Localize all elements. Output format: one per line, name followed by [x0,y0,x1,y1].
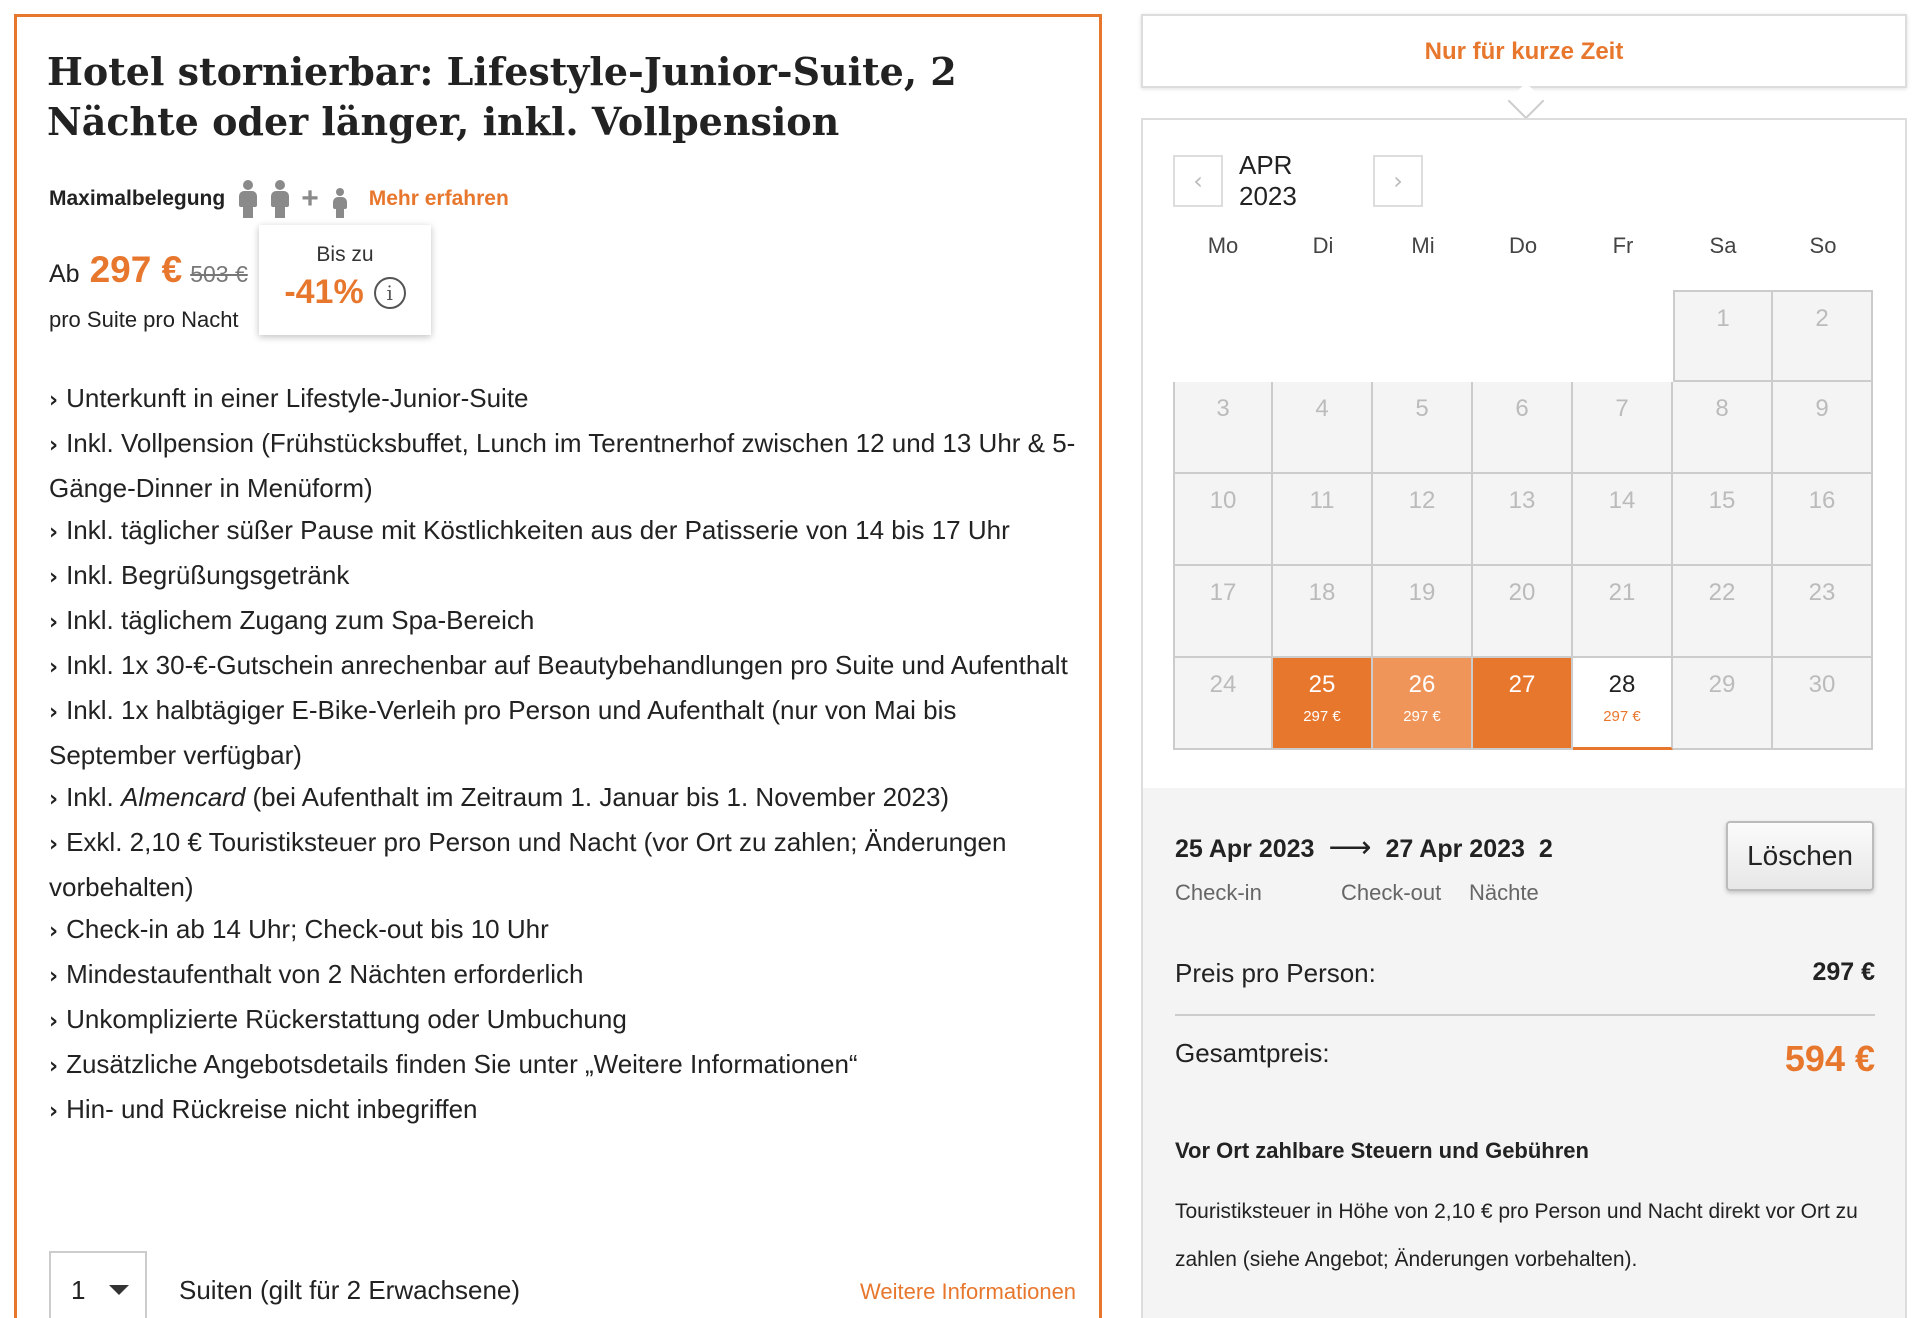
chevron-right-icon: › [49,520,59,545]
limited-time-banner [1141,14,1907,88]
calendar-day: 21 [1573,566,1673,658]
child-person-icon [333,188,347,218]
feature-item: › Check-in ab 14 Uhr; Check-out bis 10 Uhr [49,914,549,944]
suite-quantity-value: 1 [71,1274,86,1305]
chevron-right-icon: › [49,832,59,857]
adult-person-icon [239,180,257,218]
feature-item: › Inkl. täglicher süßer Pause mit Köstlichkeiten aus der Patisserie von 14 bis 17 Uhr [49,515,1010,545]
chevron-right-icon: › [49,565,59,590]
calendar-week [1173,658,1875,750]
calendar-day: 20 [1473,566,1573,658]
booking-summary [1143,788,1905,1318]
total-price-row [1175,1038,1875,1098]
calendar-day: 1 [1673,290,1773,382]
feature-item: › Hin- und Rückreise nicht inbegriffen [49,1094,478,1124]
feature-item: › Inkl. 1x 30-€-Gutschein anrechenbar auf Beautybehandlungen pro Suite und Aufenthalt [49,650,1068,680]
arrow-right-icon: ⟶ [1328,831,1372,864]
calendar-week [1173,290,1875,382]
prev-month-button[interactable]: ‹ [1173,155,1223,207]
feature-item: › Unkomplizierte Rückerstattung oder Umbuchung [49,1004,627,1034]
calendar-day: 24 [1173,658,1273,750]
checkin-label: Check-in [1175,880,1262,905]
calendar-day: 10 [1173,474,1273,566]
feature-item: › Inkl. 1x halbtägiger E-Bike-Verleih pro Person und Aufenthalt (nur von Mai bis September verfügbar) [49,695,957,770]
calendar-day: 2 [1773,290,1873,382]
calendar-day: 8 [1673,382,1773,474]
feature-item: › Exkl. 2,10 € Touristiksteuer pro Person und Nacht (vor Ort zu zahlen; Änderungen vorbehalten) [49,827,1007,902]
discount-value: -41% [284,273,364,311]
price-block [49,249,248,333]
more-info-link[interactable]: Mehr erfahren [368,187,509,210]
chevron-right-icon: › [49,700,59,725]
weekday-label: Mo [1207,233,1239,258]
price-per-person-label: Preis pro Person: [1175,958,1376,988]
calendar-day: 29 [1673,658,1773,750]
feature-item: › Mindestaufenthalt von 2 Nächten erforderlich [49,959,584,989]
calendar-day: 9 [1773,382,1873,474]
adult-person-icon [271,180,289,218]
taxes-text: Touristiksteuer in Höhe von 2,10 € pro Person und Nacht direkt vor Ort zu zahlen (siehe Angebot; Änderungen vorbehalten). [1175,1200,1858,1271]
calendar-day: 4 [1273,382,1373,474]
feature-item: › Inkl. täglichem Zugang zum Spa-Bereich [49,605,535,635]
calendar-day: 23 [1773,566,1873,658]
booking-panel [1141,118,1907,1318]
chevron-right-icon: › [49,919,59,944]
price-per-person-value: 297 € [1812,958,1875,986]
chevron-right-icon: › [49,388,59,413]
suite-quantity-label: Suiten (gilt für 2 Erwachsene) [179,1275,521,1305]
selected-dates [1175,830,1553,865]
discount-badge [259,225,431,335]
chevron-right-icon: › [49,433,59,458]
calendar-day: 5 [1373,382,1473,474]
feature-list [49,377,1089,1133]
occupancy-label: Maximalbelegung [49,187,226,210]
price-per-person-row [1175,958,1875,1016]
nights-label: Nächte [1469,880,1539,905]
suite-quantity-select[interactable] [49,1251,147,1318]
feature-item: › Unterkunft in einer Lifestyle-Junior-Suite [49,383,529,413]
calendar-day: 6 [1473,382,1573,474]
calendar-day: 12 [1373,474,1473,566]
feature-item: › Zusätzliche Angebotsdetails finden Sie unter „Weitere Informationen“ [49,1049,858,1079]
chevron-right-icon: › [49,655,59,680]
weekday-label: Di [1312,233,1334,258]
further-info-link[interactable]: Weitere Informationen [860,1279,1077,1304]
chevron-right-icon: › [49,1099,59,1124]
feature-item: › Inkl. Vollpension (Frühstücksbuffet, Lunch im Terentnerhof zwischen 12 und 13 Uhr & 5-Gänge-Dinner in Menüform) [49,428,1076,503]
weekday-label: Mi [1411,233,1435,258]
occupancy-row [49,179,509,219]
weekday-label: Fr [1612,233,1634,258]
calendar-day-available[interactable]: 28 297 € [1573,658,1673,750]
weekday-header [1173,220,1875,290]
calendar-day-checkin[interactable]: 25 297 € [1273,658,1373,750]
calendar-day-checkout[interactable]: 27 [1473,658,1573,750]
calendar-header [1173,150,1423,212]
weekday-label: Do [1508,233,1538,258]
price-prefix: Ab [49,260,80,288]
price-unit: pro Suite pro Nacht [49,307,239,332]
calendar-week [1173,566,1875,658]
checkout-label: Check-out [1341,880,1442,905]
calendar-day: 19 [1373,566,1473,658]
caret-down-icon [109,1285,129,1295]
calendar-week [1173,382,1875,474]
offer-title: Hotel stornierbar: Lifestyle-Junior-Suite, 2 Nächte oder länger, inkl. Vollpension [47,49,957,144]
chevron-right-icon: › [49,964,59,989]
chevron-right-icon: › [49,1054,59,1079]
calendar-day: 13 [1473,474,1573,566]
month-label: APR 2023 [1239,150,1297,211]
offer-card [14,14,1102,1318]
old-price: 503 € [190,261,248,287]
calendar-day: 22 [1673,566,1773,658]
calendar-day: 15 [1673,474,1773,566]
calendar-day: 7 [1573,382,1673,474]
calendar-day: 11 [1273,474,1373,566]
info-icon[interactable]: i [374,277,406,309]
taxes-heading: Vor Ort zahlbare Steuern und Gebühren [1175,1138,1589,1163]
weekday-label: Sa [1709,233,1737,258]
total-price-value: 594 € [1784,1038,1875,1079]
calendar-week [1173,474,1875,566]
calendar-day: 3 [1173,382,1273,474]
plus-icon: + [301,182,319,215]
calendar-day: 18 [1273,566,1373,658]
calendar-day: 17 [1173,566,1273,658]
limited-time-text: Nur für kurze Zeit [1424,38,1624,65]
feature-item-almencard: › Inkl. Almencard (bei Aufenthalt im Zeitraum 1. Januar bis 1. November 2023) [49,782,950,812]
chevron-right-icon: › [49,787,59,812]
next-month-button[interactable]: › [1373,155,1423,207]
total-price-label: Gesamtpreis: [1175,1038,1330,1068]
calendar-day: 16 [1773,474,1873,566]
chevron-right-icon: › [49,610,59,635]
current-price: 297 € [89,249,183,290]
weekday-label: So [1809,233,1837,258]
banner-pointer [1508,83,1545,120]
calendar-day: 14 [1573,474,1673,566]
feature-item: › Inkl. Begrüßungsgetränk [49,560,350,590]
calendar [1173,220,1875,750]
nights-count: 2 [1538,835,1553,863]
checkout-date: 27 Apr 2023 [1385,835,1525,863]
clear-button[interactable]: Löschen [1726,821,1874,891]
calendar-day: 30 [1773,658,1873,750]
discount-prefix: Bis zu [316,243,374,266]
checkin-date: 25 Apr 2023 [1175,835,1315,863]
calendar-day-in-range[interactable]: 26 297 € [1373,658,1473,750]
chevron-right-icon: › [49,1009,59,1034]
